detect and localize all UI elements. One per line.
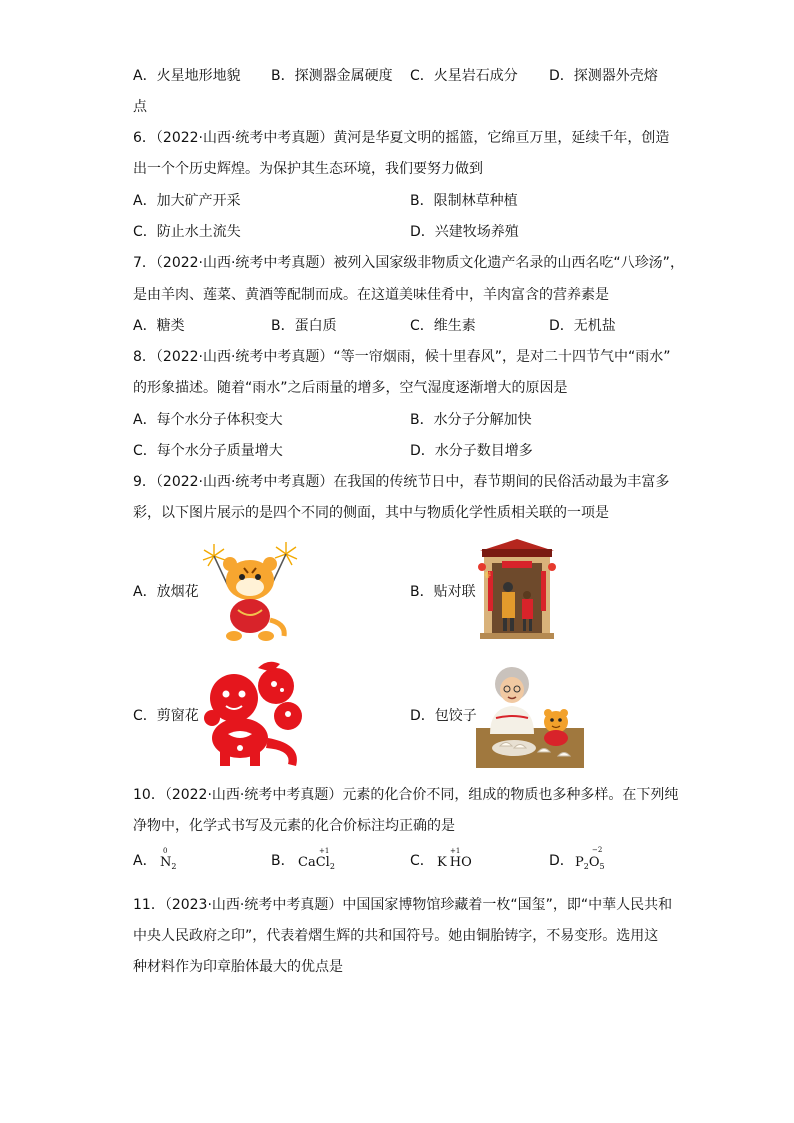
element-symbol: K [437, 855, 447, 870]
q10-option-a-formula [160, 847, 177, 871]
couplet-door-image [478, 537, 556, 640]
valence-mark: 0 [163, 847, 168, 855]
element-symbol: N [160, 855, 172, 870]
q9-option-d[interactable]: D．包饺子 [410, 708, 477, 724]
subscript: 2 [329, 862, 335, 871]
q10-stem-line1: 10．（2022·山西·统考中考真题）元素的化合价不同，组成的物质也多种多样。在下列纯 [133, 787, 679, 803]
q5-option-b[interactable]: B．探测器金属硬度 [271, 68, 393, 84]
q9-option-b[interactable]: B．贴对联 [410, 584, 476, 600]
q10-option-d-label[interactable]: D． [549, 853, 574, 869]
subscript: 5 [599, 862, 605, 871]
tiger-fireworks-image [200, 540, 300, 642]
q5-option-d[interactable]: D．探测器外壳熔 [549, 68, 658, 84]
q10-option-a-label[interactable]: A． [133, 853, 157, 869]
q5-option-c[interactable]: C．火星岩石成分 [410, 68, 518, 84]
valence-mark: −2 [592, 846, 603, 854]
q6-stem-line1: 6．（2022·山西·统考中考真题）黄河是华夏文明的摇篮，它绵亘万里，延续千年，创造 [133, 130, 670, 146]
element-symbol: O [461, 855, 472, 870]
dumplings-image [476, 656, 584, 768]
q9-stem-line1: 9．（2022·山西·统考中考真题）在我国的传统节日中，春节期间的民俗活动最为丰富多 [133, 474, 670, 490]
q10-stem-line2: 净物中，化学式书写及元素的化合价标注均正确的是 [133, 818, 455, 834]
q9-stem-line2: 彩，以下图片展示的是四个不同的侧面，其中与物质化学性质相关联的一项是 [133, 505, 609, 521]
q10-option-b-formula [298, 847, 335, 871]
q11-stem-line1: 11．（2023·山西·统考中考真题）中国国家博物馆珍藏着一枚“国玺”，即“中華人民共和 [133, 897, 673, 913]
subscript: 2 [171, 862, 177, 871]
subscript: 2 [583, 862, 589, 871]
q9-option-a[interactable]: A．放烟花 [133, 584, 199, 600]
q6-option-a[interactable]: A．加大矿产开采 [133, 193, 241, 209]
q5-option-d-continued: 点 [133, 99, 147, 115]
q7-stem-line2: 是由羊肉、莲菜、黄酒等配制而成。在这道美味佳肴中，羊肉富含的营养素是 [133, 287, 609, 303]
q8-option-b[interactable]: B．水分子分解加快 [410, 412, 532, 428]
valence-mark: +1 [450, 847, 461, 855]
q7-stem-line1: 7．（2022·山西·统考中考真题）被列入国家级非物质文化遗产名录的山西名吃“八珍汤”， [133, 255, 684, 271]
q7-option-a[interactable]: A．糖类 [133, 318, 185, 334]
element-symbol: H [449, 855, 462, 870]
q7-option-d[interactable]: D．无机盐 [549, 318, 616, 334]
element-symbol: Cl [315, 855, 330, 870]
q6-stem-line2: 出一个个历史辉煌。为保护其生态环境，我们要努力做到 [133, 161, 483, 177]
q7-option-b[interactable]: B．蛋白质 [271, 318, 337, 334]
q7-option-c[interactable]: C．维生素 [410, 318, 476, 334]
q8-option-d[interactable]: D．水分子数目增多 [410, 443, 533, 459]
q11-stem-line2: 中央人民政府之印”，代表着熠生辉的共和国符号。她由铜胎铸字，不易变形。选用这 [133, 928, 659, 944]
element-symbol: P [575, 855, 584, 870]
q8-option-a[interactable]: A．每个水分子体积变大 [133, 412, 283, 428]
q6-option-d[interactable]: D．兴建牧场养殖 [410, 224, 519, 240]
door-fu-character: 春 [484, 571, 491, 579]
q11-stem-line3: 种材料作为印章胎体最大的优点是 [133, 959, 343, 975]
q6-option-b[interactable]: B．限制林草种植 [410, 193, 518, 209]
q10-option-d-formula [575, 846, 605, 871]
q10-option-b-label[interactable]: B． [271, 853, 295, 869]
q6-option-c[interactable]: C．防止水土流失 [133, 224, 241, 240]
q9-option-c[interactable]: C．剪窗花 [133, 708, 199, 724]
valence-mark: +1 [319, 847, 330, 855]
q10-option-c-label[interactable]: C． [410, 853, 434, 869]
q8-stem-line1: 8．（2022·山西·统考中考真题）“等一帘烟雨，候十里春风”，是对二十四节气中“雨水” [133, 349, 671, 365]
element-symbol: O [588, 855, 600, 870]
q10-option-c-formula [437, 847, 472, 870]
q8-option-c[interactable]: C．每个水分子质量增大 [133, 443, 283, 459]
q8-stem-line2: 的形象描述。随着“雨水”之后雨量的增多，空气湿度逐渐增大的原因是 [133, 380, 568, 396]
papercut-monkey-image [198, 658, 308, 770]
q5-option-a[interactable]: A．火星地形地貌 [133, 68, 241, 84]
element-symbol: Ca [298, 855, 316, 870]
